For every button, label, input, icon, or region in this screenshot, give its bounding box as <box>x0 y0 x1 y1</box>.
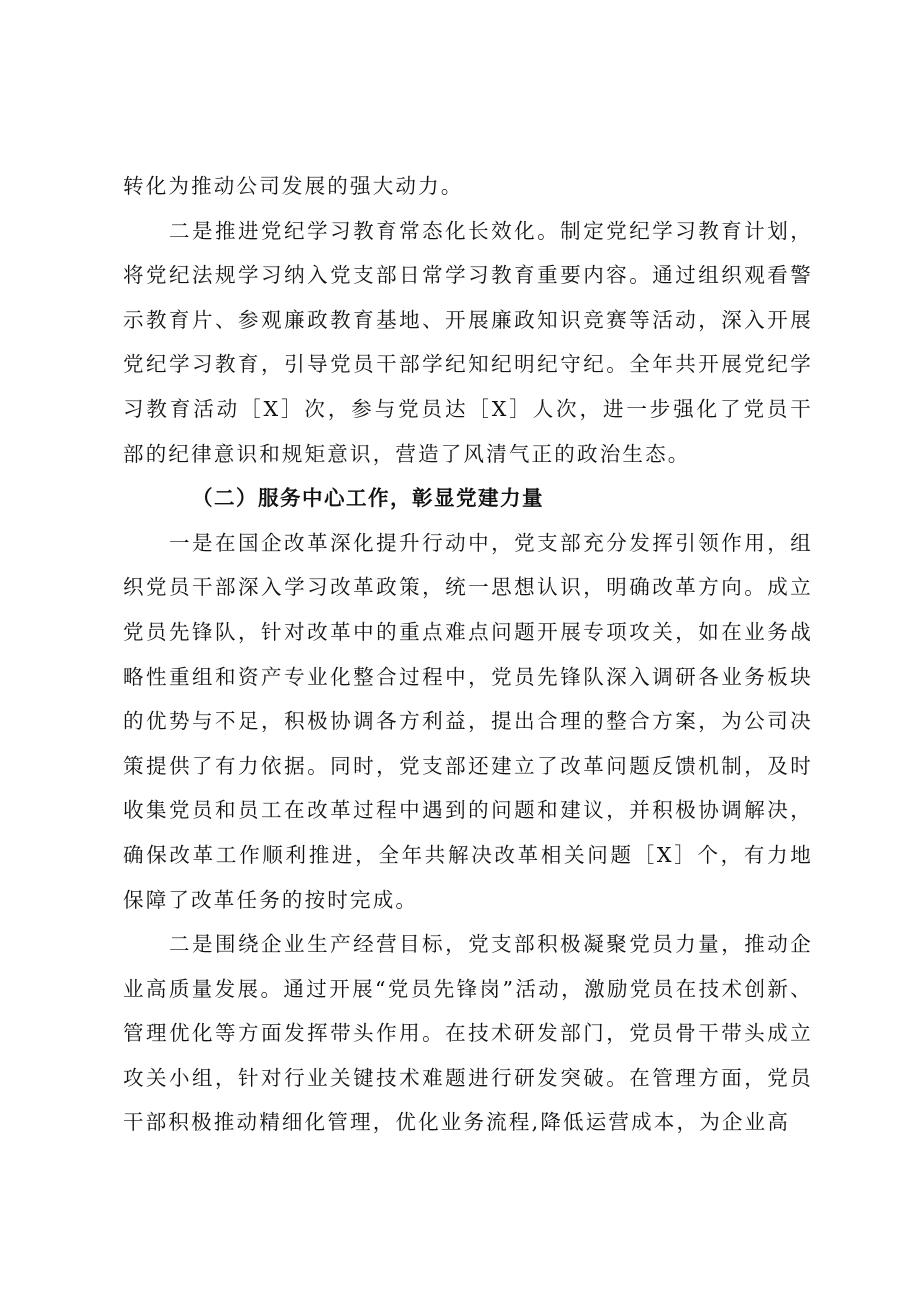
document-body <box>123 164 813 1145</box>
paragraph-reform: 一是在国企改革深化提升行动中，党支部充分发挥引领作用，组织党员干部深入学习改革政策，统一思想认识，明确改革方向。成立党员先锋队，针对改革中的重点难点问题开展专项攻关，如在业务战略性重组和资产专业化整合过程中，党员先锋队深入调研各业务板块的优势与不足，积极协调各方利益，提出合理的整合方案，为公司决策提供了有力依据。同时，党支部还建立了改革问题反馈机制，及时收集党员和员工在改革过程中遇到的问题和建议，并积极协调解决，确保改革工作顺利推进，全年共解决改革相关问题［X］个，有力地保障了改革任务的按时完成。 <box>123 530 813 912</box>
paragraph-production: 二是围绕企业生产经营目标，党支部积极凝聚党员力量，推动企业高质量发展。通过开展“党员先锋岗”活动，激励党员在技术创新、管理优化等方面发挥带头作用。在技术研发部门，党员骨干带头成立攻关小组，针对行业关键技术难题进行研发突破。在管理方面，党员干部积极推动精细化管理，优化业务流程,降低运营成本，为企业高 <box>123 932 813 1135</box>
paragraph-discipline-education: 二是推进党纪学习教育常态化长效化。制定党纪学习教育计划，将党纪法规学习纳入党支部日常学习教育重要内容。通过组织观看警示教育片、参观廉政教育基地、开展廉政知识竞赛等活动，深入开展党纪学习教育，引导党员干部学纪知纪明纪守纪。全年共开展党纪学习教育活动［X］次，参与党员达［X］人次，进一步强化了党员干部的纪律意识和规矩意识，营造了风清气正的政治生态。 <box>123 218 813 466</box>
section-heading: （二）服务中心工作，彰显党建力量 <box>192 486 544 511</box>
paragraph-continuation: 转化为推动公司发展的强大动力。 <box>123 174 464 198</box>
